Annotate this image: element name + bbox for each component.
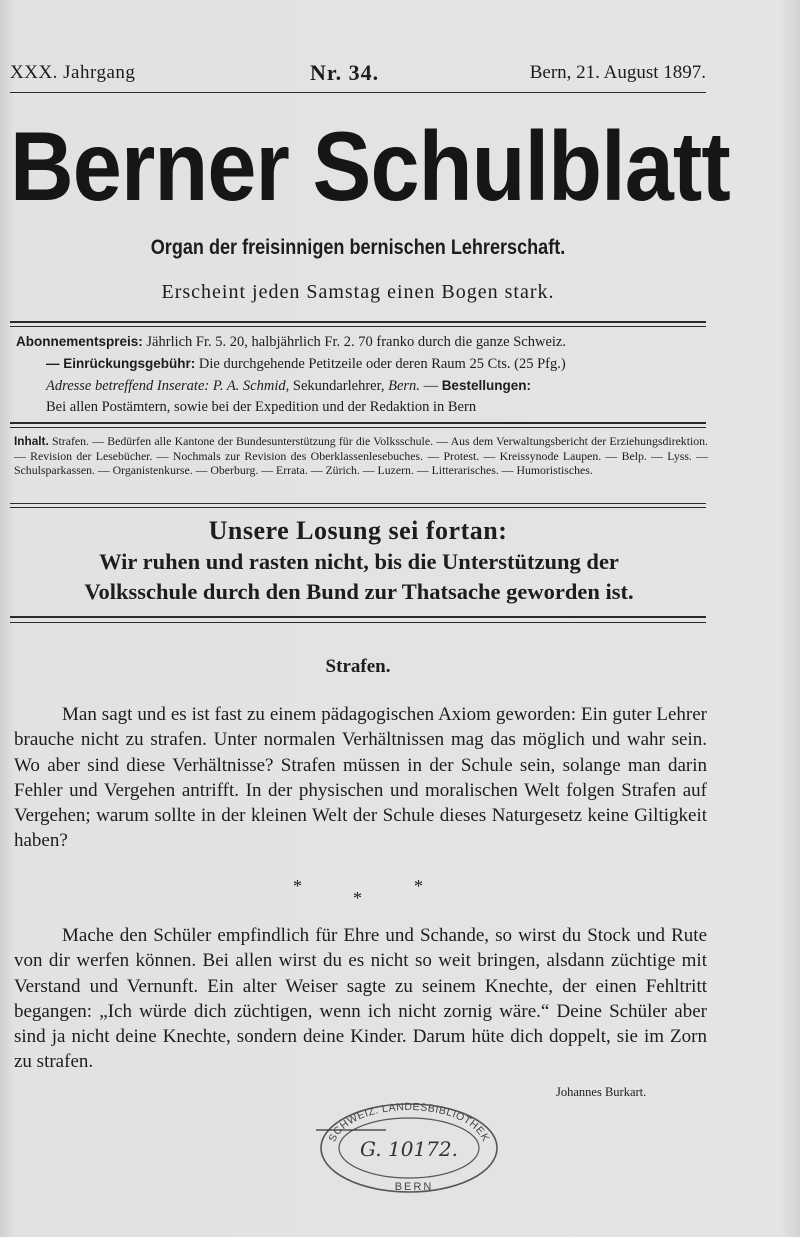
double-rule-motto — [10, 616, 706, 618]
separator-star: * — [293, 876, 302, 896]
volume-year: XXX. Jahrgang — [10, 62, 136, 83]
contents-label: Inhalt. — [14, 434, 49, 448]
double-rule-top — [10, 321, 706, 323]
subscription-price: Jährlich Fr. 5. 20, halbjährlich Fr. 2. 70 franko durch die ganze Schweiz. — [142, 334, 566, 350]
double-rule-mid-thin — [10, 427, 706, 428]
subscription-info — [16, 331, 706, 418]
contents-text: Strafen. — Bedürfen alle Kantone der Bundesunterstützung für die Volksschule. — Aus dem Verwaltungsbericht der Erziehungsdirektion. — Revision der Lesebücher. — Nochmals zur Revision des Oberklassenlesebuches. — Protest. — Kreissynode Laupen. — Belp. — Lyss. — Schulsparkassen. — Organistenkurse. — Oberburg. — Errata. — Zürich. — Luzern. — Litterarisches. — Humoristisches. — [14, 434, 708, 477]
publication-frequency: Erscheint jeden Samstag einen Bogen stark. — [161, 281, 555, 303]
advert-contact-role: Sekundarlehrer, — [289, 378, 389, 394]
insertion-fee-label: — Einrückungsgebühr: — [46, 356, 196, 371]
newspaper-title: Berner Schulblatt — [10, 111, 730, 221]
dash-separator: — — [419, 378, 442, 394]
stamp-city: BERN — [394, 1181, 434, 1193]
insertion-fee: Die durchgehende Petitzeile oder deren Raum 25 Cts. (25 Pfg.) — [195, 356, 566, 372]
separator-star: * — [353, 888, 362, 908]
orders-info: Bei allen Postämtern, sowie bei der Expedition und der Redaktion in Bern — [46, 399, 477, 415]
section-separator — [0, 876, 800, 916]
paragraph-text: Man sagt und es ist fast zu einem pädagogischen Axiom geworden: Ein guter Lehrer brauche nicht zu strafen. Unter normalen Verhältnissen mag das möglich und wahr sein. Wo aber sind diese Verhältnisse? Strafen müssen in der Schule sein, solange man darin Fehler und Vergehen antrifft. In der physischen und moralischen Welt folgen Strafen auf Vergehen; warum sollte in der kleinen Welt der Schule dieses Naturgesetz keine Giltigkeit haben? — [14, 704, 707, 852]
subtitle: Organ der freisinnigen bernischen Lehrerschaft. — [150, 236, 566, 259]
article-author: Johannes Burkart. — [556, 1085, 647, 1099]
double-rule-motto-thin — [10, 622, 706, 623]
double-rule-top-thin — [10, 326, 706, 327]
double-rule-mid — [10, 422, 706, 424]
motto-line-2: Volksschule durch den Bund zur Thatsache geworden ist. — [84, 579, 634, 604]
paragraph-text: Mache den Schüler empfindlich für Ehre und Schande, so wirst du Stock und Rute von dir werfen können. Bei allen wirst du es nicht so weit bringen, alsdann züchtige mit Verstand und Vernunft. Ein alter Weiser sagte zu seinem Knechte, der einen Fehltritt begangen: „Ich würde dich züchtigen, wenn ich nicht zornig wäre.“ Deine Schüler aber sind ja nicht deine Knechte, sondern deine Kinder. Darum hüte dich doppelt, sie im Zorn zu strafen. — [14, 925, 707, 1073]
advert-contact-city: Bern. — [388, 378, 420, 394]
advert-contact: P. A. Schmid, — [209, 378, 290, 394]
masthead — [10, 62, 706, 86]
subscription-label: Abonnementspreis: — [16, 334, 143, 349]
stamp-institution: SCHWEIZ. LANDESBIBLIOTHEK — [326, 1100, 492, 1144]
double-rule-contents — [10, 503, 706, 504]
table-of-contents — [14, 434, 708, 478]
library-stamp — [316, 1098, 502, 1196]
double-rule-contents-thin — [10, 507, 706, 508]
masthead-rule — [10, 92, 706, 93]
motto-line-1: Wir ruhen und rasten nicht, bis die Unterstützung der — [99, 549, 619, 574]
stamp-shelfmark: G. 10172. — [360, 1137, 458, 1161]
article-paragraph-1 — [14, 702, 707, 854]
place-date: Bern, 21. August 1897. — [529, 62, 706, 83]
separator-star: * — [414, 876, 423, 896]
advert-address-label: Adresse betreffend Inserate: — [46, 378, 210, 394]
article-heading: Strafen. — [325, 656, 391, 677]
orders-label: Bestellungen: — [441, 378, 531, 393]
motto-heading: Unsere Losung sei fortan: — [208, 516, 508, 545]
article-paragraph-2 — [14, 923, 707, 1075]
issue-number: Nr. 34. — [310, 60, 380, 85]
